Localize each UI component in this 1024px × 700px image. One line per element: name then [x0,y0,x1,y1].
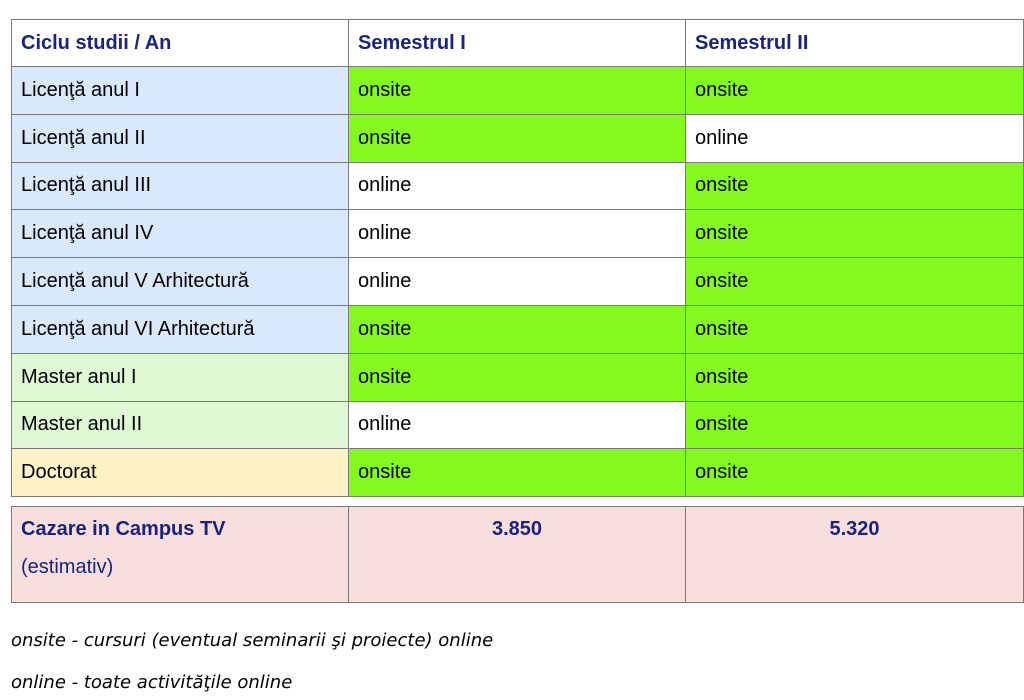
row-label: Doctorat [12,449,349,497]
sem1-cell: online [349,162,686,210]
row-label: Licenţă anul IV [12,210,349,258]
sem2-cell: onsite [686,162,1024,210]
sem1-cell: onsite [349,353,686,401]
table-row [12,401,1024,449]
header-semester-1: Semestrul I [349,20,686,67]
header-semester-2: Semestrul II [686,20,1024,67]
sem1-cell: onsite [349,114,686,162]
sem2-cell: onsite [686,353,1024,401]
legend-online: online - toate activităţile online [11,672,293,693]
accommodation-sem1-value: 3.850 [349,507,686,603]
accommodation-table [11,506,1024,603]
accommodation-title: Cazare in Campus TV [21,518,226,540]
sem2-cell: onsite [686,67,1024,115]
table-row [12,114,1024,162]
table-row [12,353,1024,401]
table-row [12,162,1024,210]
row-label: Licenţă anul III [12,162,349,210]
accommodation-subtitle: (estimativ) [21,556,114,578]
accommodation-row [12,507,1024,603]
row-label: Master anul II [12,401,349,449]
row-label: Licenţă anul V Arhitectură [12,258,349,306]
sem2-cell: onsite [686,449,1024,497]
sem1-cell: online [349,210,686,258]
legend-onsite: onsite - cursuri (eventual seminarii şi proiecte) online [11,630,494,651]
sem1-cell: onsite [349,305,686,353]
sem1-cell: online [349,401,686,449]
sem1-cell: onsite [349,67,686,115]
table-row [12,258,1024,306]
sem1-cell: onsite [349,449,686,497]
sem2-cell: onsite [686,305,1024,353]
row-label: Licenţă anul I [12,67,349,115]
sem2-cell: onsite [686,210,1024,258]
schedule-table [11,19,1024,497]
accommodation-label-cell [12,507,349,603]
row-label: Licenţă anul VI Arhitectură [12,305,349,353]
table-row [12,449,1024,497]
table-row [12,67,1024,115]
sem1-cell: online [349,258,686,306]
sem2-cell: onsite [686,401,1024,449]
row-label: Master anul I [12,353,349,401]
sem2-cell: online [686,114,1024,162]
row-label: Licenţă anul II [12,114,349,162]
accommodation-sem2-value: 5.320 [686,507,1024,603]
table-header-row [12,20,1024,67]
sem2-cell: onsite [686,258,1024,306]
table-row [12,305,1024,353]
header-cycle: Ciclu studii / An [12,20,349,67]
table-row [12,210,1024,258]
